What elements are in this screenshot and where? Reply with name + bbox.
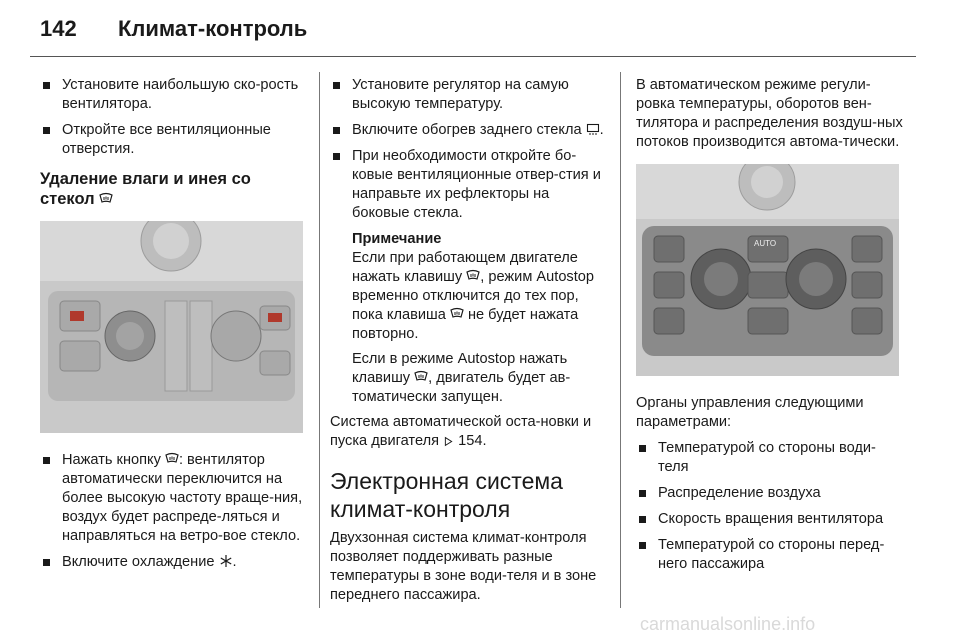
body-paragraph: В автоматическом режиме регули-ровка температуры, оборотов вен-тилятора и распределения воздуш-ных потоков производится автома-тически. [636, 77, 903, 150]
controls-intro: Органы управления следующими параметрами: [636, 395, 864, 430]
windscreen-defrost-icon [450, 307, 464, 321]
header-rule [30, 56, 916, 57]
page-number: 142 [40, 16, 77, 41]
page-title: Климат-контроль [118, 16, 308, 41]
column-3 [636, 76, 904, 581]
windscreen-defrost-icon [165, 452, 179, 466]
list-item: Включите обогрев заднего стекла . [330, 121, 605, 140]
note-title: Примечание [352, 231, 442, 247]
column-divider-2 [620, 72, 621, 608]
auto-button-label: AUTO [754, 239, 777, 248]
list-item: Распределение воздуха [636, 484, 904, 503]
section-heading-defrost: Удаление влаги и инея со стекол [40, 170, 251, 208]
climate-panel-photo-1 [40, 221, 303, 433]
column-2 [330, 76, 605, 612]
cooling-snowflake-icon [219, 554, 233, 568]
column-divider-1 [319, 72, 320, 608]
note-text-2: Если в режиме Autostop нажать клавишу , двигатель будет ав-томатически запущен. [352, 351, 571, 405]
list-item: Скорость вращения вентилятора [636, 510, 904, 529]
list-item: Температурой со стороны води-теля [636, 439, 904, 477]
note-text-1: Если при работающем двигателе нажать клавишу , режим Autostop временно отключится до тех пор, пока клавиша не будет нажата повторно. [352, 250, 595, 342]
autostop-reference: Система автоматической оста-новки и пуска двигателя 154. [330, 414, 592, 449]
list-item: Установите наибольшую ско-рость вентилятора. [40, 76, 305, 114]
list-item: При необходимости откройте бо-ковые вентиляционные отвер-стия и направьте их рефлекторы на боковые стекла. [330, 147, 605, 223]
list-item: Нажать кнопку : вентилятор автоматически переключится на более высокую частоту враще-ния, воздух будет распреде-ляться и направляться на ветро-вое стекло. [40, 451, 305, 546]
windscreen-defrost-icon [414, 370, 428, 384]
page-header [0, 0, 960, 58]
section-heading-electronic-climate: Электронная система климат-контроля [330, 468, 563, 522]
column-1 [40, 76, 305, 579]
windscreen-defrost-icon [466, 269, 480, 283]
watermark: carmanualsonline.info [640, 614, 816, 634]
list-item: Включите охлаждение . [40, 553, 305, 572]
note-block [330, 230, 605, 407]
windscreen-defrost-icon [99, 192, 113, 206]
rear-window-heating-icon [586, 122, 600, 136]
page-reference-arrow-icon [443, 436, 454, 447]
list-item: Откройте все вентиляционные отверстия. [40, 121, 305, 159]
list-item: Температурой со стороны перед-него пассажира [636, 536, 904, 574]
climate-panel-photo-2 [636, 164, 899, 376]
body-paragraph: Двухзонная система климат-контроля позволяет поддерживать разные температуры в зоне води-теля и в зоне переднего пассажира. [330, 530, 597, 603]
list-item: Установите регулятор на самую высокую температуру. [330, 76, 605, 114]
